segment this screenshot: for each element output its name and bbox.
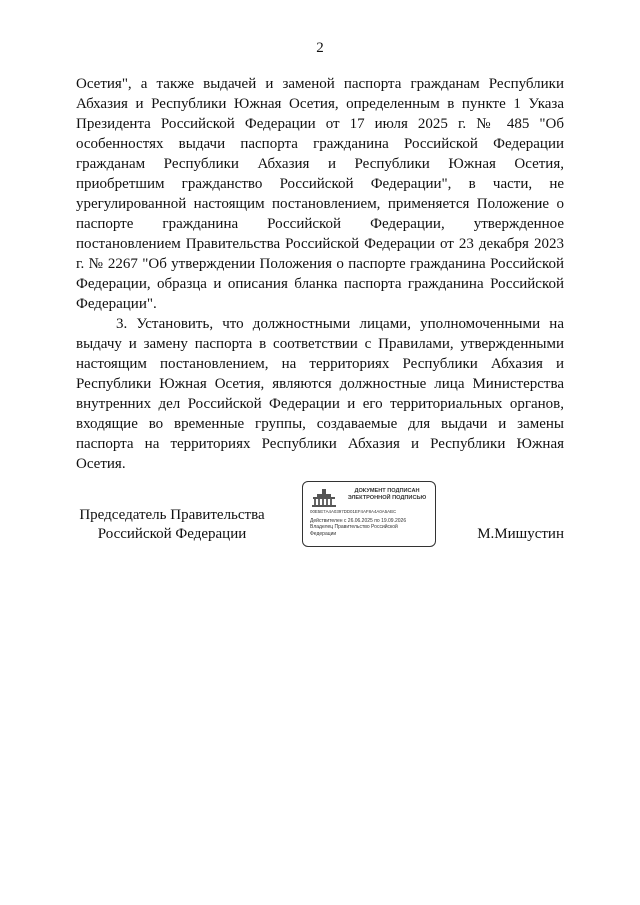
stamp-heading-line-1: ДОКУМЕНТ ПОДПИСАН	[354, 488, 420, 494]
government-building-emblem-icon	[311, 488, 337, 508]
document-body	[76, 74, 564, 474]
signatory-title-line-2: Российской Федерации	[97, 526, 247, 542]
paragraph-item-3: 3. Установить, что должностными лицами, уполномоченными на выдачу и замену паспорта в соответствии с Правилами, утвержденными настоящим постановлением, на территориях Республики Абхазия и Республики Южная Осетия, являются должностные лица Министерства внутренних дел Российской Федерации и его территориальных органов, входящие во временные группы, создаваемые для выдачи и замены паспорта на территориях Республики Абхазия и Республики Южная Осетия.	[76, 316, 564, 472]
certificate-number: 00E5E7A4A0397DD01EF4AF8A4A0A5ABC	[310, 509, 397, 514]
page-number: 2	[316, 40, 324, 56]
certificate-owner-line-2: Федерации	[310, 530, 337, 537]
certificate-owner-line-1: Владелец Правительство Российской	[310, 524, 398, 531]
stamp-details	[310, 518, 434, 537]
paragraph-continuation: Осетия", а также выдачей и заменой паспорта гражданам Республики Абхазия и Республики Южная Осетия, определенным в пункте 1 Указа Президента Российской Федерации от 17 июля 2025 г. № 485 "Об особенностях выдачи паспорта гражданина Российской Федерации гражданам Республики Абхазия и Республики Южная Осетия, приобретшим гражданство Российской Федерации", в части, не урегулированной настоящим постановлением, применяется Положение о паспорте гражданина Российской Федерации, утвержденное постановлением Правительства Российской Федерации от 23 декабря 2023 г. № 2267 "Об утверждении Положения о паспорте гражданина Российской Федерации, образца и описания бланка паспорта гражданина Российской Федерации".	[76, 76, 564, 312]
electronic-signature-stamp	[302, 481, 436, 547]
stamp-heading	[341, 488, 433, 502]
signatory-name: М.Мишустин	[477, 526, 564, 542]
stamp-heading-line-2: ЭЛЕКТРОННОЙ ПОДПИСЬЮ	[347, 495, 427, 501]
signatory-title-line-1: Председатель Правительства	[79, 507, 265, 523]
signatory-title	[72, 506, 272, 544]
certificate-validity: Действителен с 26.06.2025 по 19.09.2026	[310, 518, 407, 524]
